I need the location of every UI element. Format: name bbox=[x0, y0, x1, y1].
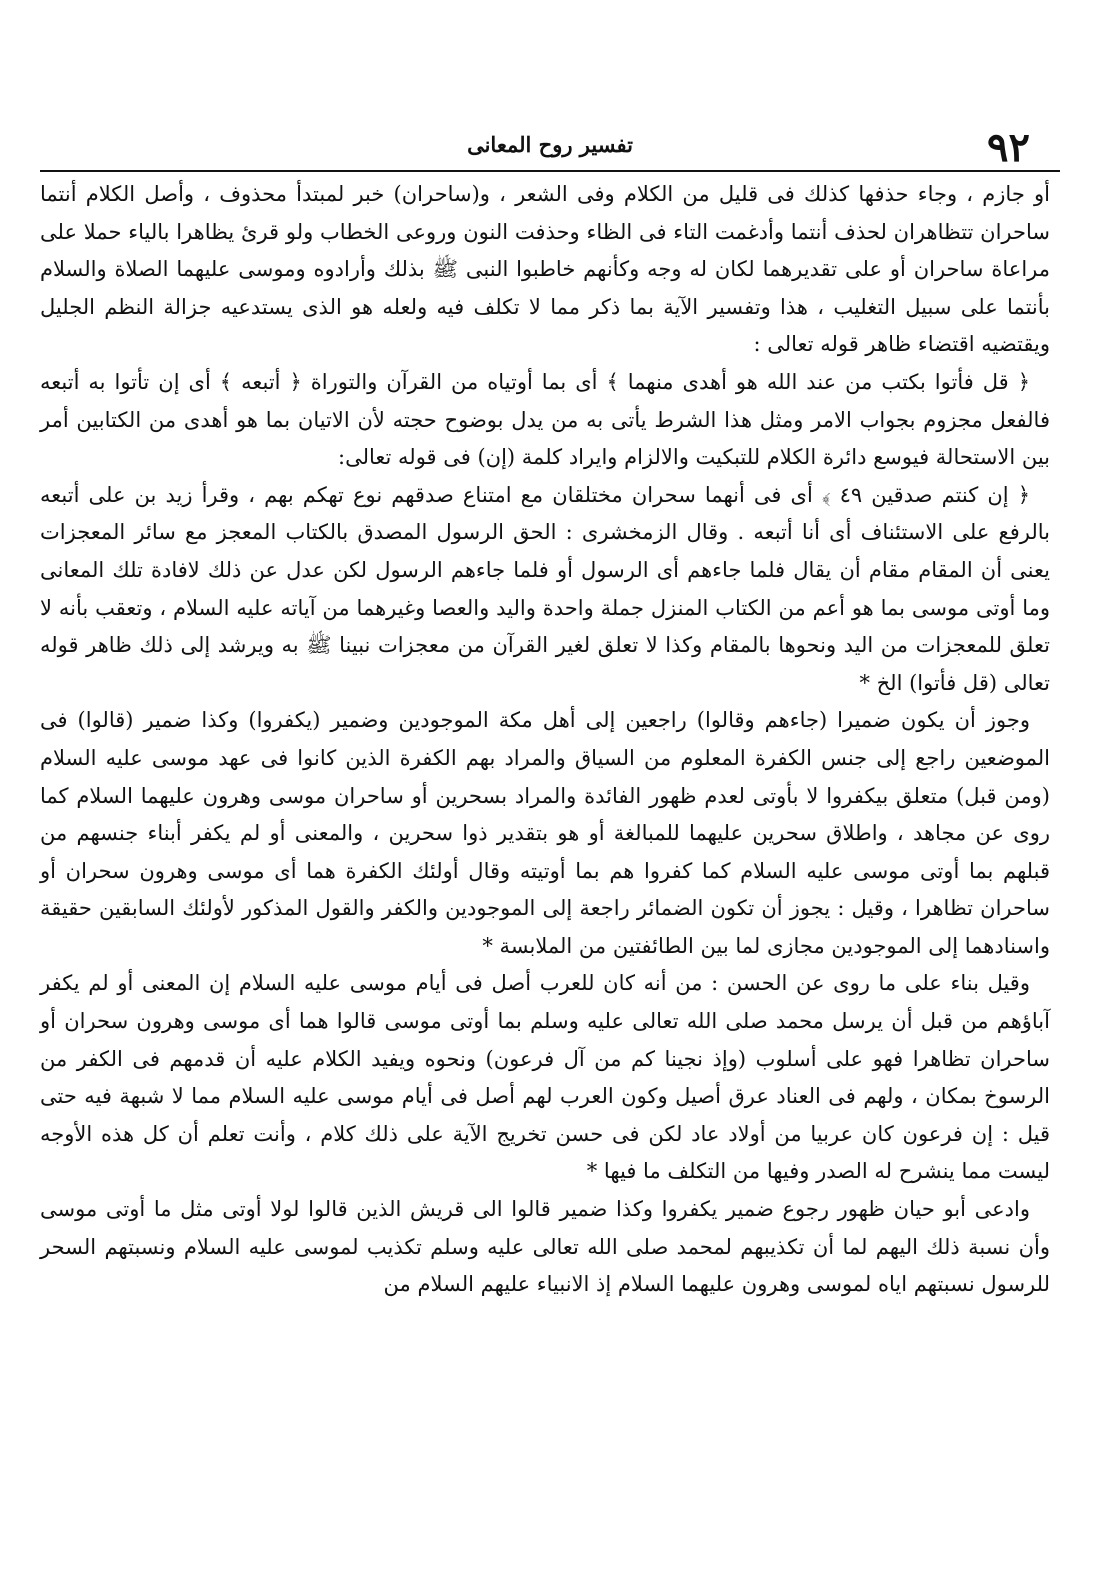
paragraph: وجوز أن يكون ضميرا (جاءهم وقالوا) راجعين إلى أهل مكة الموجودين وضمير (يكفروا) وكذا ضمير (قالوا) فى الموضعين راجع إلى جنس الكفرة المعلوم من السياق والمراد بهم الكفرة الذين كانوا فى عهد موسى عليه السلام (ومن قبل) متعلق بيكفروا لا بأوتى لعدم ظهور الفائدة والمراد بسحرين أو ساحران موسى وهرون عليهما السلام كما روى عن مجاهد ، واطلاق سحرين عليهما للمبالغة أو هو بتقدير ذوا سحرين ، والمعنى أو لم يكفر أبناء جنسهم من قبلهم بما أوتى موسى عليه السلام كما كفروا هم بما أوتيته وقال أولئك الكفرة هما أى موسى وهرون سحران أو ساحران تظاهرا ، وقيل : يجوز أن تكون الضمائر راجعة إلى الموجودين والكفر والقول المذكور لأولئك السابقين حقيقة واسنادهما إلى الموجودين مجازى لما بين الطائفتين من الملابسة * bbox=[40, 708, 1050, 958]
header-rule bbox=[40, 170, 1060, 172]
paragraph: وقيل بناء على ما روى عن الحسن : من أنه كان للعرب أصل فى أيام موسى عليه السلام إن المعنى أو لم يكفر آباؤهم من قبل أن يرسل محمد صلى الله تعالى عليه وسلم بما أوتى موسى قالوا هما أى موسى وهرون سحران أو ساحران تظاهرا فهو على أسلوب (وإذ نجينا كم من آل فرعون) ونحوه ويفيد الكلام عليه أن قدمهم فى الكفر من الرسوخ بمكان ، ولهم فى العناد عرق أصيل وكون العرب لهم أصل فى أيام موسى عليه السلام مما لا شبهة فيه حتى قيل : إن فرعون كان عربيا من أولاد عاد لكن فى حسن تخريج الآية على ذلك كلام ، وأنت تعلم أن كل هذه الأوجه ليست مما ينشرح له الصدر وفيها من التكلف ما فيها * bbox=[40, 971, 1050, 1184]
commentary-text bbox=[40, 176, 1050, 1304]
paragraph: ﴿ إن كنتم صدقين ٤٩ ﴾ أى فى أنهما سحران مختلقان مع امتناع صدقهم نوع تهكم بهم ، وقرأ زيد بن على أتبعه بالرفع على الاستئناف أى أنا أتبعه . وقال الزمخشرى : الحق الرسول المصدق بالكتاب المعجز مع سائر المعجزات يعنى أن المقام مقام أن يقال فلما جاءهم أى الرسول أو فلما جاءهم الرسول لكن عدل عن ذلك لافادة تلك المعانى وما أوتى موسى بما هو أعم من الكتاب المنزل جملة واحدة واليد والعصا وغيرهما من آياته عليه السلام ، وتعقب بأنه لا تعلق للمعجزات من اليد ونحوها بالمقام وكذا لا تعلق لغير القرآن من معجزات نبينا ﷺ به ويرشد إلى ذلك ظاهر قوله تعالى (قل فأتوا) الخ * bbox=[40, 482, 1050, 695]
running-title: تفسير روح المعانى bbox=[467, 132, 633, 157]
paragraph: ﴿ قل فأتوا بكتب من عند الله هو أهدى منهما ﴾ أى بما أوتياه من القرآن والتوراة ﴿ أتبعه ﴾ أى إن تأتوا به أتبعه فالفعل مجزوم بجواب الامر ومثل هذا الشرط يأتى به من يدل بوضوح حجته لأن الاتيان بما هو أهدى من الكتابين أمر بين الاستحالة فيوسع دائرة الكلام للتبكيت والالزام وايراد كلمة (إن) فى قوله تعالى: bbox=[40, 369, 1050, 470]
paragraph: وادعى أبو حيان ظهور رجوع ضمير يكفروا وكذا ضمير قالوا الى قريش الذين قالوا لولا أوتى مثل ما أوتى موسى وأن نسبة ذلك اليهم لما أن تكذيبهم لمحمد صلى الله تعالى عليه وسلم تكذيب لموسى عليه السلام ونسبتهم السحر للرسول نسبتهم اياه لموسى وهرون عليهما السلام إذ الانبياء عليهم السلام من bbox=[40, 1197, 1050, 1297]
page-header bbox=[40, 124, 1060, 170]
page-number: ٩٢ bbox=[987, 124, 1030, 171]
paragraph: أو جازم ، وجاء حذفها كذلك فى قليل من الكلام وفى الشعر ، و(ساحران) خبر لمبتدأ محذوف ، وأصل الكلام أنتما ساحران تتظاهران لحذف أنتما وأدغمت التاء فى الظاء وحذفت النون وروعى الخطاب ولو قرئ يظاهرا بالياء حملا على مراعاة ساحران أو على تقديرهما لكان له وجه وكأنهم خاطبوا النبى ﷺ بذلك وأرادوه وموسى عليهما الصلاة والسلام بأنتما على سبيل التغليب ، هذا وتفسير الآية بما ذكر مما لا تكلف فيه ولعله هو الذى يستدعيه جزالة النظم الجليل ويقتضيه اقتضاء ظاهر قوله تعالى : bbox=[40, 182, 1050, 357]
